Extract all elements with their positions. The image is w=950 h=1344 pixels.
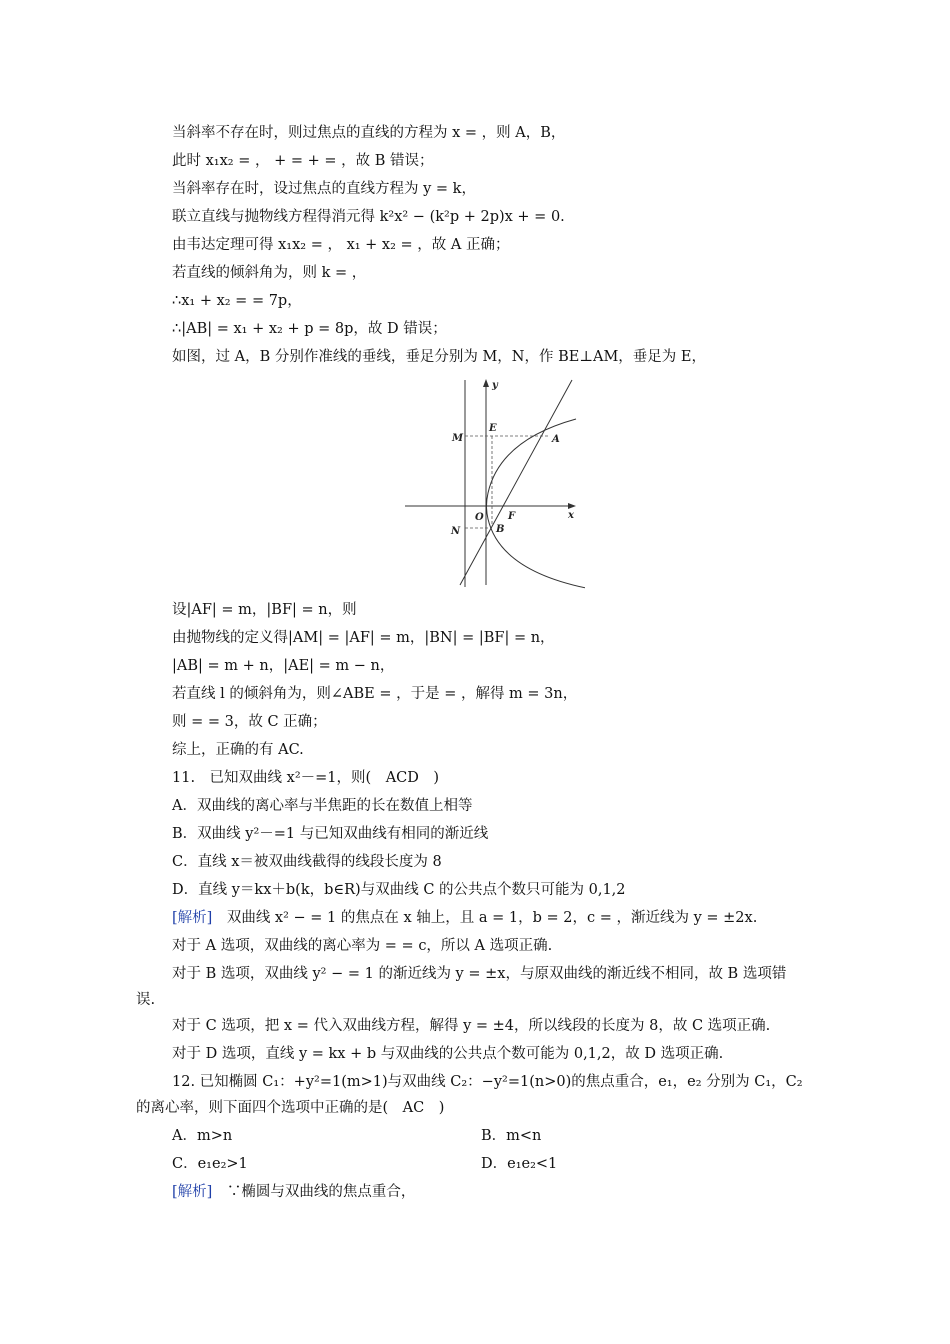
q12-option-b: B．m<n bbox=[481, 1128, 542, 1144]
q11-analysis bbox=[172, 908, 757, 928]
q11-option-a: A．双曲线的离心率与半焦距的长在数值上相等 bbox=[172, 798, 473, 814]
text-line: ∴|AB| = x₁ + x₂ + p = 8p，故 D 错误； bbox=[172, 321, 447, 337]
text-line: |AB| = m + n，|AE| = m − n， bbox=[172, 658, 395, 674]
text-line: 此时 x₁x₂ = ， + = + = ，故 B 错误； bbox=[172, 153, 434, 169]
x-axis-arrow bbox=[568, 503, 576, 509]
q11-option-c: C．直线 x＝被双曲线截得的线段长度为 8 bbox=[172, 854, 442, 870]
q12-option-a: A．m>n bbox=[172, 1128, 233, 1144]
label-n: N bbox=[451, 526, 461, 537]
parabola-curve bbox=[487, 419, 586, 588]
label-e: E bbox=[489, 423, 497, 434]
q12-stem: 12. 已知椭圆 C₁：+y²=1(m>1)与双曲线 C₂：−y²=1(n>0)的焦点重合，e₁，e₂ 分别为 C₁，C₂ bbox=[172, 1074, 803, 1090]
label-o: O bbox=[475, 512, 484, 523]
label-x: x bbox=[568, 510, 574, 521]
q11-c-line: 对于 C 选项，把 x = 代入双曲线方程，解得 y = ±4，所以线段的长度为 8，故 C 选项正确. bbox=[172, 1018, 771, 1034]
analysis-tag: [解析] bbox=[172, 1184, 213, 1200]
text-line: 当斜率存在时，设过焦点的直线方程为 y = k， bbox=[172, 181, 476, 197]
text-line: 综上，正确的有 AC. bbox=[172, 742, 304, 758]
analysis-text: ∵椭圆与双曲线的焦点重合， bbox=[212, 1184, 416, 1200]
text-line: 由抛物线的定义得|AM| = |AF| = m，|BN| = |BF| = n， bbox=[172, 630, 555, 646]
q11-d-line: 对于 D 选项，直线 y = kx + b 与双曲线的公共点个数可能为 0,1,2，故 D 选项正确. bbox=[172, 1046, 724, 1062]
line-ab bbox=[460, 380, 572, 585]
q12-option-c: C．e₁e₂>1 bbox=[172, 1156, 248, 1172]
q12-stem-cont: 的离心率，则下面四个选项中正确的是( AC ) bbox=[136, 1100, 445, 1116]
label-y: y bbox=[492, 380, 498, 391]
q11-b-line: 对于 B 选项，双曲线 y² − = 1 的渐近线为 y = ±x，与原双曲线的渐近线不相同，故 B 选项错 bbox=[172, 966, 787, 982]
parabola-figure bbox=[400, 375, 585, 590]
label-b: B bbox=[496, 524, 505, 535]
label-f: F bbox=[508, 511, 516, 522]
analysis-text: 双曲线 x² − = 1 的焦点在 x 轴上，且 a = 1，b = 2，c = ，渐近线为 y = ±2x. bbox=[212, 910, 758, 926]
label-a: A bbox=[552, 434, 560, 445]
text-line: 若直线的倾斜角为，则 k = ， bbox=[172, 265, 367, 281]
label-m: M bbox=[452, 433, 464, 444]
text-line: 如图，过 A，B 分别作准线的垂线，垂足分别为 M，N，作 BE⊥AM，垂足为 E， bbox=[172, 349, 706, 365]
parabola-diagram bbox=[400, 375, 585, 590]
q11-option-b: B．双曲线 y²－=1 与已知双曲线有相同的渐近线 bbox=[172, 826, 489, 842]
q11-a-line: 对于 A 选项，双曲线的离心率为 = = c，所以 A 选项正确. bbox=[172, 938, 553, 954]
q11-b-line-cont: 误. bbox=[136, 992, 156, 1008]
q12-analysis bbox=[172, 1182, 415, 1202]
text-line: 联立直线与抛物线方程得消元得 k²x² − (k²p + 2p)x + = 0. bbox=[172, 209, 565, 225]
q11-stem: 11. 已知双曲线 x²－=1，则( ACD ) bbox=[172, 770, 440, 786]
analysis-tag: [解析] bbox=[172, 910, 213, 926]
text-line: 当斜率不存在时，则过焦点的直线的方程为 x = ，则 A，B， bbox=[172, 125, 566, 141]
text-line: 由韦达定理可得 x₁x₂ = ， x₁ + x₂ = ，故 A 正确； bbox=[172, 237, 510, 253]
text-line: 若直线 l 的倾斜角为，则∠ABE = ，于是 = ，解得 m = 3n， bbox=[172, 686, 578, 702]
text-line: 则 = = 3，故 C 正确； bbox=[172, 714, 327, 730]
y-axis-arrow bbox=[483, 379, 489, 387]
text-line: ∴x₁ + x₂ = = 7p， bbox=[172, 293, 302, 309]
text-line: 设|AF| = m，|BF| = n，则 bbox=[172, 602, 357, 618]
q11-option-d: D．直线 y＝kx＋b(k，b∈R)与双曲线 C 的公共点个数只可能为 0,1,2 bbox=[172, 882, 626, 898]
q12-option-d: D．e₁e₂<1 bbox=[481, 1156, 558, 1172]
